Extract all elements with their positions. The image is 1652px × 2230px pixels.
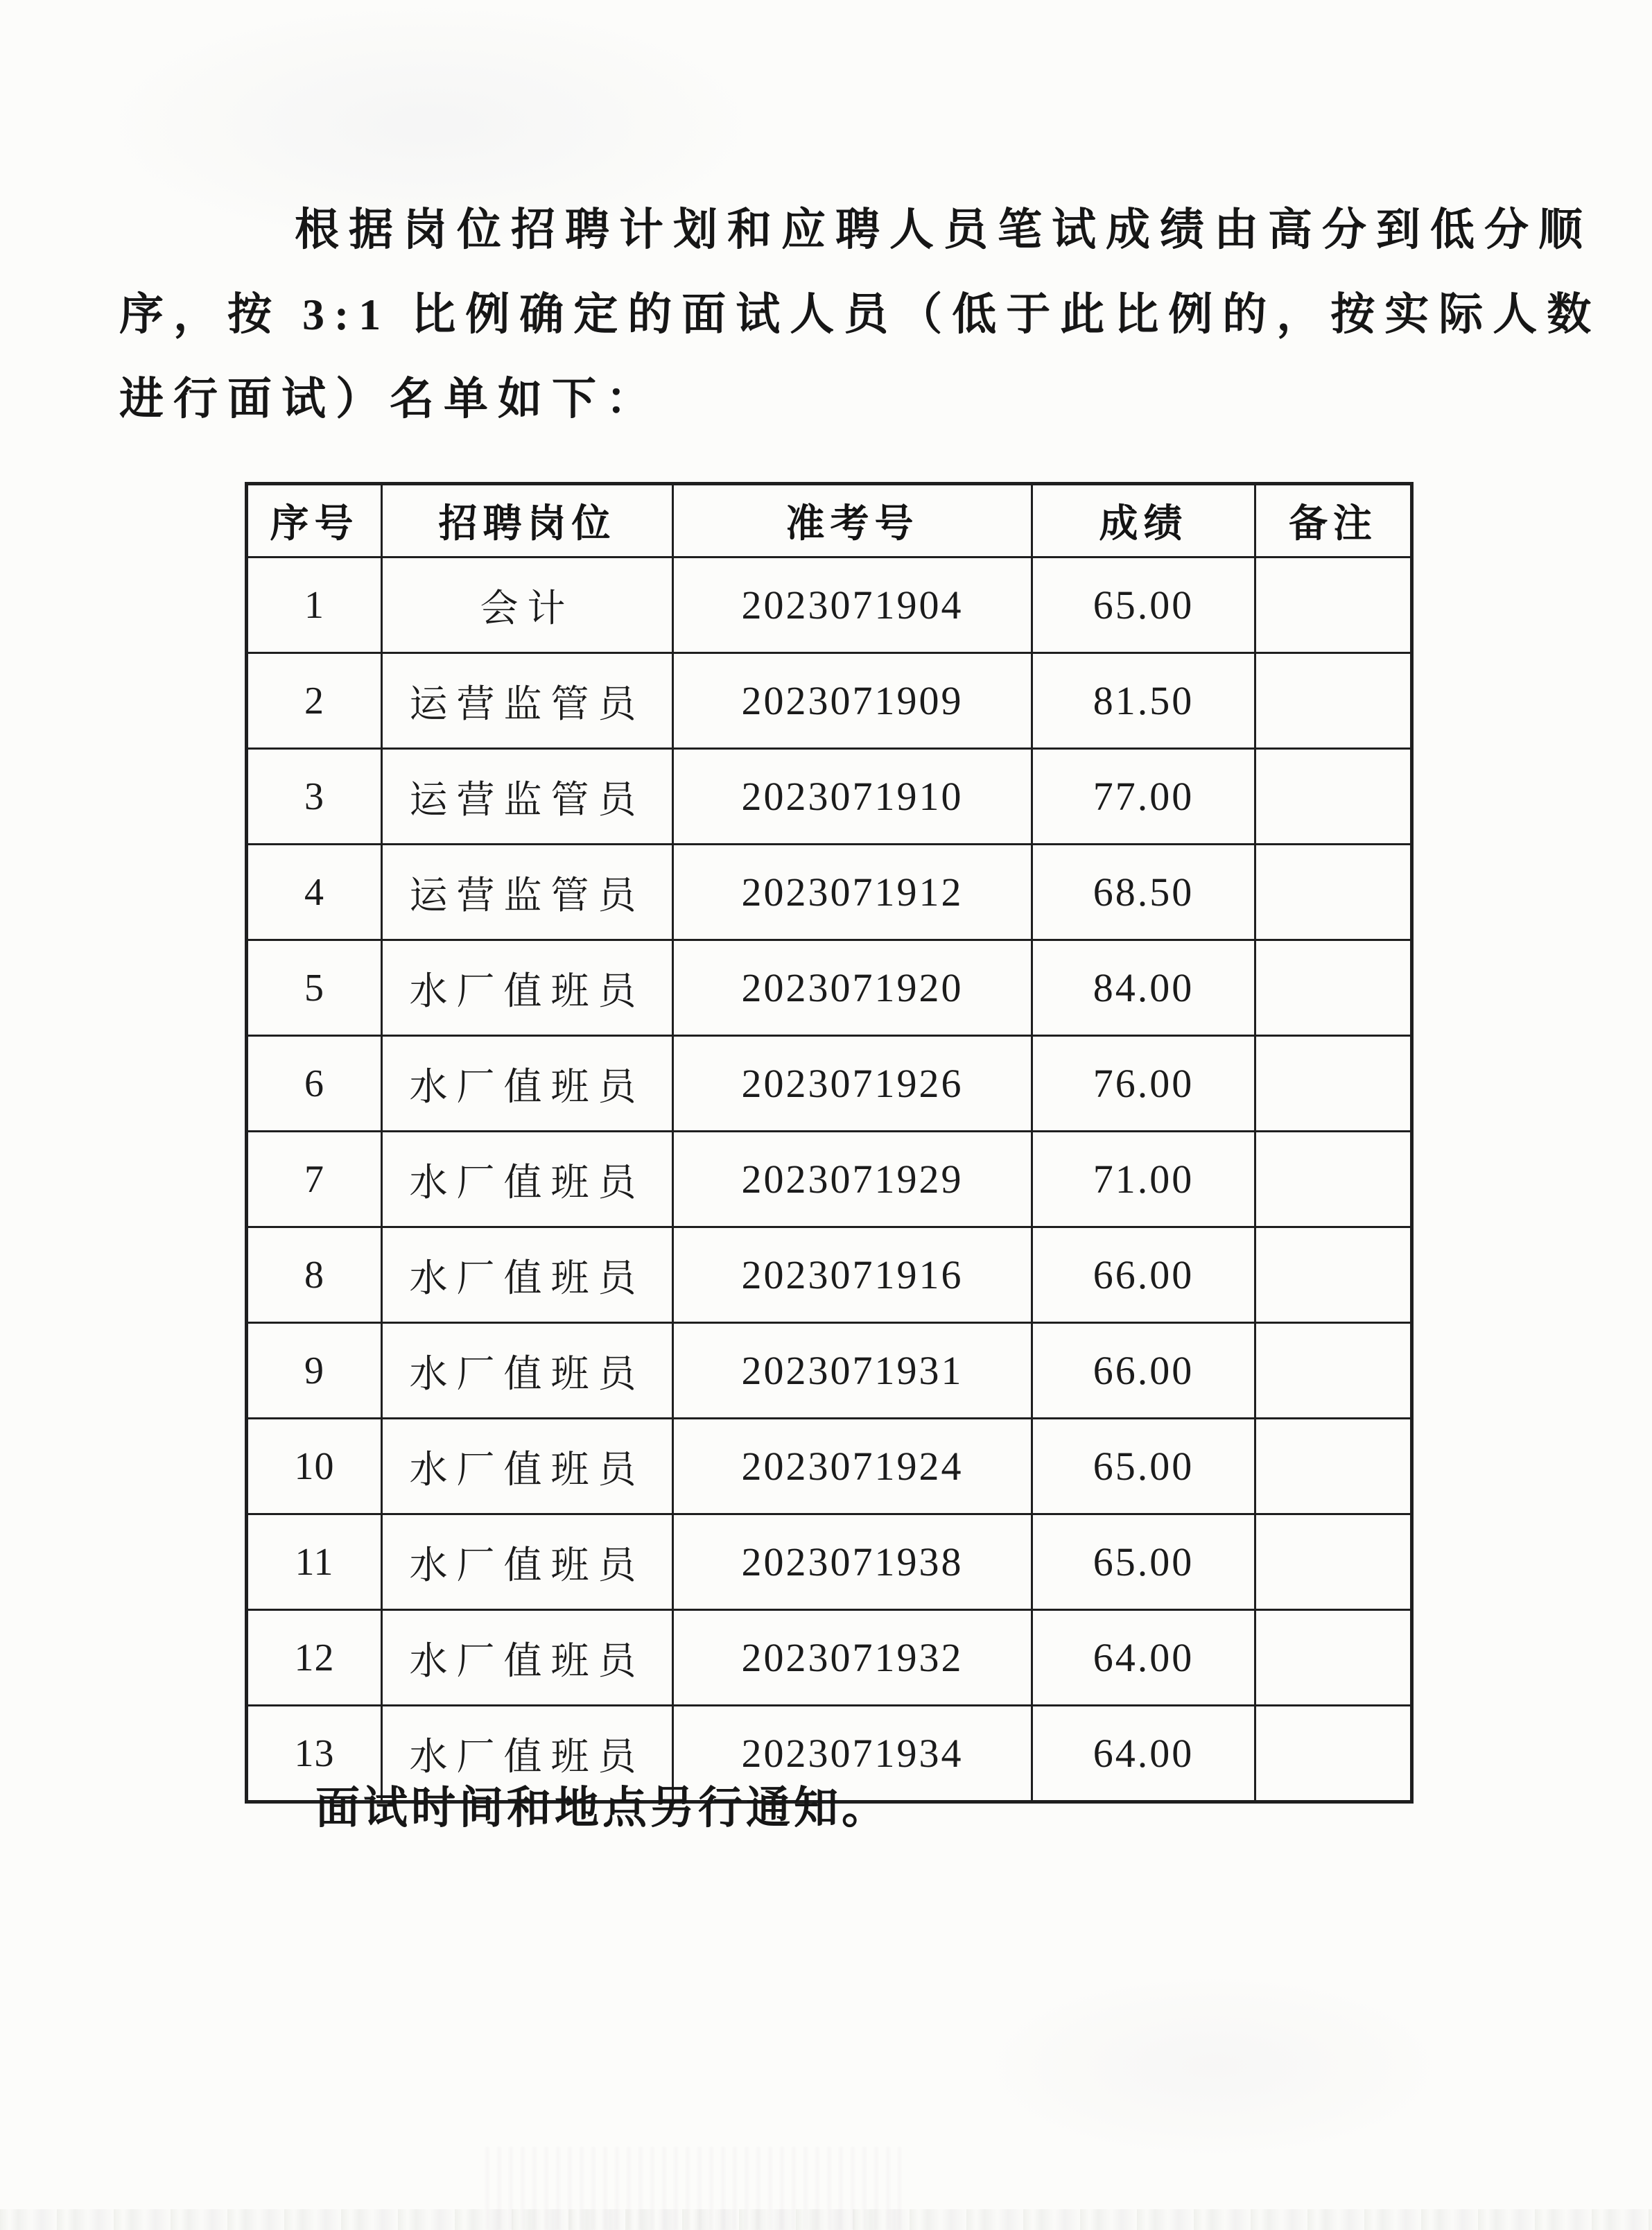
cell-serial-number: 10 bbox=[247, 1419, 382, 1514]
cell-remarks bbox=[1255, 1610, 1412, 1706]
cell-position: 会计 bbox=[382, 558, 673, 653]
header-ticket-number: 准考号 bbox=[673, 484, 1032, 558]
cell-score: 76.00 bbox=[1032, 1036, 1255, 1132]
cell-ticket-number: 2023071932 bbox=[673, 1610, 1032, 1706]
table-row bbox=[247, 1419, 1412, 1514]
table-header-row bbox=[247, 484, 1412, 558]
cell-ticket-number: 2023071926 bbox=[673, 1036, 1032, 1132]
cell-serial-number: 11 bbox=[247, 1514, 382, 1610]
cell-ticket-number: 2023071929 bbox=[673, 1132, 1032, 1227]
cell-score: 66.00 bbox=[1032, 1227, 1255, 1323]
cell-serial-number: 3 bbox=[247, 749, 382, 845]
cell-remarks bbox=[1255, 1227, 1412, 1323]
intro-paragraph bbox=[119, 188, 1601, 442]
cell-score: 68.50 bbox=[1032, 845, 1255, 940]
cell-ticket-number: 2023071904 bbox=[673, 558, 1032, 653]
cell-serial-number: 9 bbox=[247, 1323, 382, 1419]
table-row bbox=[247, 1323, 1412, 1419]
table-row bbox=[247, 1514, 1412, 1610]
header-position: 招聘岗位 bbox=[382, 484, 673, 558]
cell-ticket-number: 2023071938 bbox=[673, 1514, 1032, 1610]
table-row bbox=[247, 653, 1412, 749]
table-row bbox=[247, 558, 1412, 653]
table-row bbox=[247, 1036, 1412, 1132]
cell-remarks bbox=[1255, 940, 1412, 1036]
cell-position: 水厂值班员 bbox=[382, 940, 673, 1036]
cell-remarks bbox=[1255, 1132, 1412, 1227]
cell-position: 水厂值班员 bbox=[382, 1514, 673, 1610]
interview-candidates-table bbox=[245, 482, 1414, 1804]
cell-score: 65.00 bbox=[1032, 1419, 1255, 1514]
cell-position: 水厂值班员 bbox=[382, 1132, 673, 1227]
cell-remarks bbox=[1255, 1036, 1412, 1132]
cell-ticket-number: 2023071924 bbox=[673, 1419, 1032, 1514]
cell-ticket-number: 2023071916 bbox=[673, 1227, 1032, 1323]
cell-serial-number: 5 bbox=[247, 940, 382, 1036]
cell-position: 运营监管员 bbox=[382, 653, 673, 749]
intro-line: 进行面试）名单如下： bbox=[119, 374, 660, 424]
cell-position: 水厂值班员 bbox=[382, 1419, 673, 1514]
cell-position: 运营监管员 bbox=[382, 749, 673, 845]
cell-remarks bbox=[1255, 749, 1412, 845]
cell-serial-number: 2 bbox=[247, 653, 382, 749]
cell-serial-number: 12 bbox=[247, 1610, 382, 1706]
cell-ticket-number: 2023071912 bbox=[673, 845, 1032, 940]
table-row bbox=[247, 749, 1412, 845]
cell-ticket-number: 2023071920 bbox=[673, 940, 1032, 1036]
header-remarks: 备注 bbox=[1255, 484, 1412, 558]
table-row bbox=[247, 940, 1412, 1036]
intro-line: 根据岗位招聘计划和应聘人员笔试成绩由高分到低分顺 bbox=[295, 205, 1592, 254]
cell-remarks bbox=[1255, 1419, 1412, 1514]
cell-position: 水厂值班员 bbox=[382, 1610, 673, 1706]
header-score: 成绩 bbox=[1032, 484, 1255, 558]
cell-remarks bbox=[1255, 558, 1412, 653]
cell-score: 81.50 bbox=[1032, 653, 1255, 749]
cell-remarks bbox=[1255, 653, 1412, 749]
cell-remarks bbox=[1255, 1706, 1412, 1802]
cell-score: 71.00 bbox=[1032, 1132, 1255, 1227]
cell-score: 64.00 bbox=[1032, 1706, 1255, 1802]
cell-position: 水厂值班员 bbox=[382, 1323, 673, 1419]
cell-score: 64.00 bbox=[1032, 1610, 1255, 1706]
cell-ticket-number: 2023071931 bbox=[673, 1323, 1032, 1419]
scan-artifact-bottom-band bbox=[0, 2209, 1652, 2230]
cell-position: 水厂值班员 bbox=[382, 1036, 673, 1132]
cell-score: 65.00 bbox=[1032, 558, 1255, 653]
cell-remarks bbox=[1255, 845, 1412, 940]
header-serial-number: 序号 bbox=[247, 484, 382, 558]
cell-remarks bbox=[1255, 1323, 1412, 1419]
cell-serial-number: 6 bbox=[247, 1036, 382, 1132]
cell-score: 65.00 bbox=[1032, 1514, 1255, 1610]
table-row bbox=[247, 1227, 1412, 1323]
closing-note: 面试时间和地点另行通知。 bbox=[315, 1783, 889, 1833]
cell-score: 77.00 bbox=[1032, 749, 1255, 845]
cell-ticket-number: 2023071934 bbox=[673, 1706, 1032, 1802]
cell-serial-number: 7 bbox=[247, 1132, 382, 1227]
cell-remarks bbox=[1255, 1514, 1412, 1610]
intro-line: 序，按 3:1 比例确定的面试人员（低于此比例的，按实际人数 bbox=[119, 290, 1601, 339]
cell-score: 84.00 bbox=[1032, 940, 1255, 1036]
cell-score: 66.00 bbox=[1032, 1323, 1255, 1419]
cell-serial-number: 13 bbox=[247, 1706, 382, 1802]
cell-position: 水厂值班员 bbox=[382, 1227, 673, 1323]
cell-serial-number: 1 bbox=[247, 558, 382, 653]
cell-ticket-number: 2023071910 bbox=[673, 749, 1032, 845]
table-row bbox=[247, 1132, 1412, 1227]
table-row bbox=[247, 845, 1412, 940]
cell-position: 水厂值班员 bbox=[382, 1706, 673, 1802]
cell-serial-number: 8 bbox=[247, 1227, 382, 1323]
cell-ticket-number: 2023071909 bbox=[673, 653, 1032, 749]
cell-position: 运营监管员 bbox=[382, 845, 673, 940]
table-row bbox=[247, 1610, 1412, 1706]
cell-serial-number: 4 bbox=[247, 845, 382, 940]
